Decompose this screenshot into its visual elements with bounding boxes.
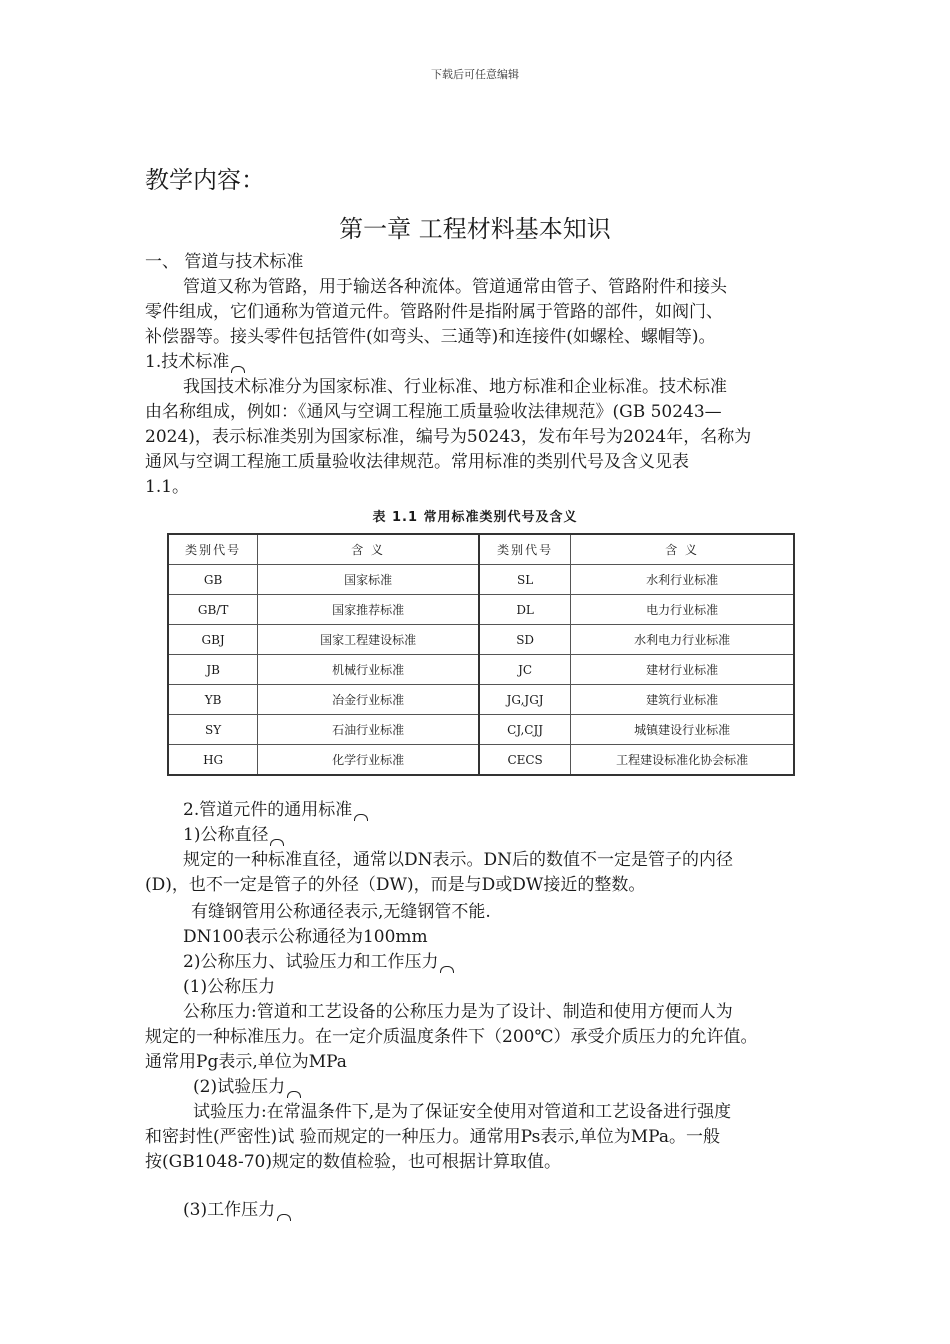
table-cell: GB (168, 565, 258, 595)
table-row (168, 655, 794, 685)
page-header-note: 下载后可任意编辑 (431, 68, 519, 81)
table-cell: 建材行业标准 (571, 655, 794, 685)
table-cell: JC (479, 655, 571, 685)
edit-mark-icon (231, 366, 245, 373)
subheading-technical-standards: 1.技术标准 (145, 350, 245, 375)
paragraph-line: 通风与空调工程施工质量验收法律规范。常用标准的类别代号及含义见表 (145, 452, 689, 472)
table-cell: CJ,CJJ (479, 715, 571, 745)
table-cell: GB/T (168, 595, 258, 625)
subheading-test-pressure: (2)试验压力 (193, 1075, 301, 1100)
chapter-title: 第一章 工程材料基本知识 (339, 215, 611, 243)
edit-mark-icon (270, 839, 284, 846)
table-cell: JG,JGJ (479, 685, 571, 715)
subheading-working-pressure: (3)工作压力 (183, 1198, 291, 1223)
table-header-cell: 含 义 (258, 534, 479, 565)
paragraph-line: 由名称组成，例如：《通风与空调工程施工质量验收法律规范》(GB 50243— (145, 402, 722, 422)
subheading-nominal-pressure: (1)公称压力 (183, 977, 276, 997)
paragraph-line: 2024)，表示标准类别为国家标准，编号为50243，发布年号为2024年，名称为 (145, 427, 752, 447)
paragraph-line: DN100表示公称通径为100mm (183, 927, 428, 947)
table-header-row (168, 534, 794, 565)
paragraph-line: 管道又称为管路，用于输送各种流体。管道通常由管子、管路附件和接头 (183, 277, 727, 297)
table-caption: 表 1.1 常用标准类别代号及含义 (372, 510, 578, 525)
paragraph-line: 试验压力:在常温条件下,是为了保证安全使用对管道和工艺设备进行强度 (193, 1102, 732, 1122)
subheading-pressures: 2)公称压力、试验压力和工作压力 (183, 950, 454, 975)
heading-pipes-standards: 一、 管道与技术标准 (145, 252, 304, 272)
table-cell: JB (168, 655, 258, 685)
paragraph-line: 公称压力:管道和工艺设备的公称压力是为了设计、制造和使用方便而人为 (183, 1002, 733, 1022)
table-cell: YB (168, 685, 258, 715)
paragraph-line: 规定的一种标准直径，通常以DN表示。DN后的数值不一定是管子的内径 (183, 850, 734, 870)
section-heading: 教学内容： (145, 166, 265, 194)
subheading-nominal-diameter: 1)公称直径 (183, 823, 284, 848)
paragraph-line: 有缝钢管用公称通径表示,无缝钢管不能. (191, 902, 491, 922)
paragraph-line: 我国技术标准分为国家标准、行业标准、地方标准和企业标准。技术标准 (183, 377, 727, 397)
paragraph-line: 补偿器等。接头零件包括管件(如弯头、三通等)和连接件(如螺栓、螺帽等)。 (145, 327, 716, 347)
table-cell: GBJ (168, 625, 258, 655)
edit-mark-icon (354, 814, 368, 821)
table-header-cell: 类别代号 (479, 534, 571, 565)
table-row (168, 625, 794, 655)
table-cell: 机械行业标准 (258, 655, 479, 685)
table-cell: 水利电力行业标准 (571, 625, 794, 655)
table-header-cell: 类别代号 (168, 534, 258, 565)
table-cell: 石油行业标准 (258, 715, 479, 745)
paragraph-line: 1.1。 (145, 477, 190, 497)
table-cell: 城镇建设行业标准 (571, 715, 794, 745)
paragraph-line: 零件组成，它们通称为管道元件。管路附件是指附属于管路的部件，如阀门、 (145, 302, 723, 322)
paragraph-line: 和密封性(严密性)试 验而规定的一种压力。通常用Ps表示,单位为MPa。一般 (145, 1127, 720, 1147)
paragraph-line: 按(GB1048-70)规定的数值检验，也可根据计算取值。 (145, 1152, 561, 1172)
table-header-cell: 含 义 (571, 534, 794, 565)
table-cell: DL (479, 595, 571, 625)
edit-mark-icon (440, 966, 454, 973)
table-cell: 化学行业标准 (258, 745, 479, 776)
table-row (168, 595, 794, 625)
standards-table (167, 533, 795, 776)
table-row (168, 715, 794, 745)
table-cell: SD (479, 625, 571, 655)
subheading-pipe-element-standards: 2.管道元件的通用标准 (183, 798, 368, 823)
table-cell: 建筑行业标准 (571, 685, 794, 715)
table-cell: 国家推荐标准 (258, 595, 479, 625)
paragraph-line: 通常用Pg表示,单位为MPa (145, 1052, 347, 1072)
table-cell: CECS (479, 745, 571, 776)
table-cell: 国家标准 (258, 565, 479, 595)
table-cell: 工程建设标准化协会标准 (571, 745, 794, 776)
table-cell: 国家工程建设标准 (258, 625, 479, 655)
table-cell: 水利行业标准 (571, 565, 794, 595)
table-row (168, 565, 794, 595)
table-cell: SY (168, 715, 258, 745)
paragraph-line: (D)，也不一定是管子的外径（DW)，而是与D或DW接近的整数。 (145, 875, 646, 895)
paragraph-line: 规定的一种标准压力。在一定介质温度条件下（200℃）承受介质压力的允许值。 (145, 1027, 758, 1047)
table-cell: 冶金行业标准 (258, 685, 479, 715)
table-row (168, 685, 794, 715)
table-cell: SL (479, 565, 571, 595)
table-cell: 电力行业标准 (571, 595, 794, 625)
table-cell: HG (168, 745, 258, 776)
table-row (168, 745, 794, 776)
edit-mark-icon (287, 1091, 301, 1098)
edit-mark-icon (277, 1214, 291, 1221)
